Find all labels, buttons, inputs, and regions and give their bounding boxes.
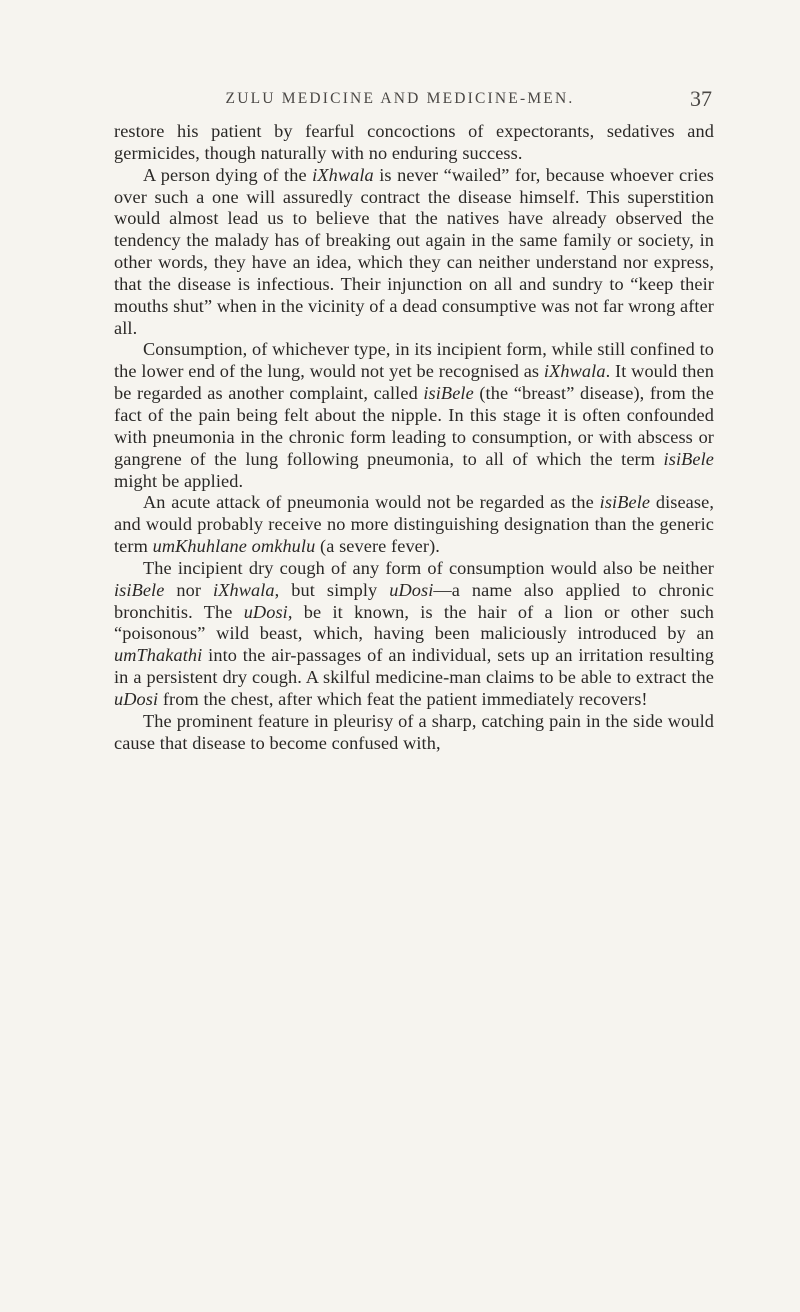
- paragraph: The prominent feature in pleurisy of a sharp, catching pain in the side would cause that disease to become confused with,: [114, 710, 714, 753]
- paragraph: An acute attack of pneumonia would not be regarded as the isiBele disease, and would probably receive no more distinguishing designation than the generic term umKhuhlane omkhulu (a severe fever).: [114, 492, 714, 557]
- running-title: ZULU MEDICINE AND MEDICINE-MEN.: [225, 90, 575, 107]
- paragraph: restore his patient by fearful concoctions of expectorants, sedatives and germicides, though naturally with no enduring success.: [114, 121, 714, 163]
- paragraph: Consumption, of whichever type, in its incipient form, while still confined to the lower end of the lung, would not yet be recognised as iXhwala. It would then be regarded as another complaint, called isiBele (the “breast” disease), from the fact of the pain being felt about the nipple. In this stage it is often confounded with pneumonia in the chronic form leading to consumption, or with abscess or gangrene of the lung following pneumonia, to all of which the term isiBele might be applied.: [114, 339, 714, 491]
- text-body: [114, 121, 714, 754]
- running-head: [0, 86, 800, 116]
- page-number: 37: [690, 86, 712, 111]
- paragraph: The incipient dry cough of any form of consumption would also be neither isiBele nor iXhwala, but simply uDosi—a name also applied to chronic bronchitis. The uDosi, be it known, is the hair of a lion or other such “poisonous” wild beast, which, having been maliciously introduced by an umThakathi into the air-passages of an individual, sets up an irritation resulting in a persistent dry cough. A skilful medicine-man claims to be able to extract the uDosi from the chest, after which feat the patient immediately recovers!: [114, 557, 714, 709]
- paragraph: A person dying of the iXhwala is never “wailed” for, because whoever cries over such a one will assuredly contract the disease himself. This superstition would almost lead us to believe that the natives have already observed the tendency the malady has of breaking out again in the same family or society, in other words, they have an idea, which they can neither understand nor express, that the disease is infectious. Their injunction on all and sundry to “keep their mouths shut” when in the vicinity of a dead consumptive was not far wrong after all.: [114, 164, 715, 338]
